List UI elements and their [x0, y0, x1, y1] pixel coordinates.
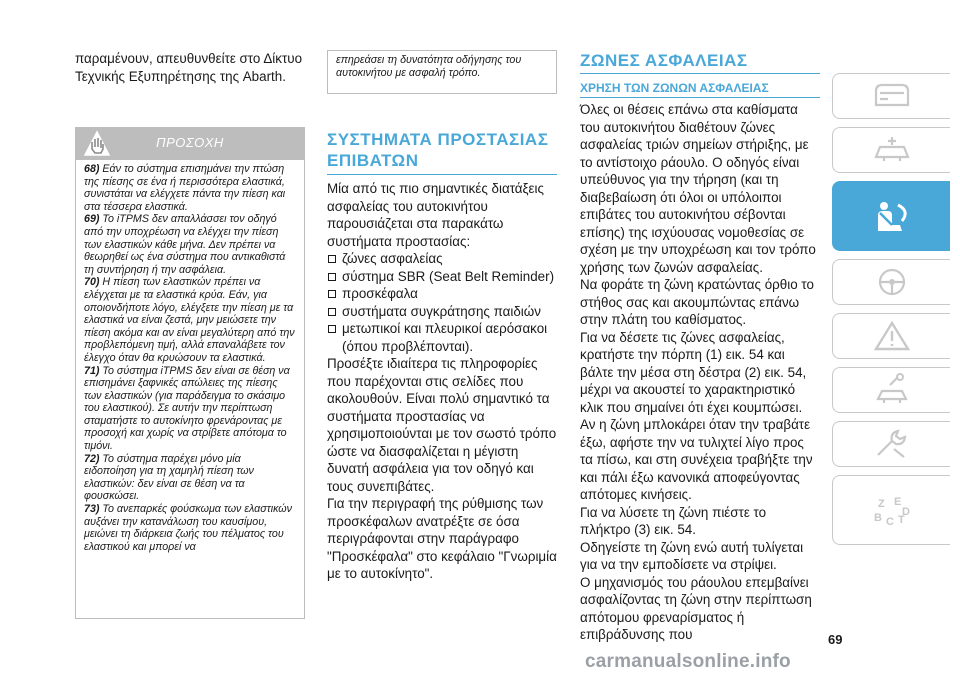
checkbox-square-icon	[328, 273, 336, 281]
page-number: 69	[828, 632, 843, 647]
warning-triangle-icon	[870, 319, 914, 353]
tools-icon	[870, 427, 914, 461]
section-heading-seatbelts: ΖΩΝΕΣ ΑΣΦΑΛΕΙΑΣ	[580, 51, 748, 70]
warning-item-68: 68) Εάν το σύστημα επισημάνει την πτώση της πίεσης σε ένα ή περισσότερα ελαστικά, συνιστάται να ελέγχετε πάντα την πίεση και στα τέσσερα ελαστικά.	[84, 163, 286, 213]
steering-wheel-icon	[870, 265, 914, 299]
car-controls-icon	[870, 133, 914, 167]
checkbox-square-icon	[328, 308, 336, 316]
tab-controls[interactable]	[832, 127, 950, 173]
subheading-seatbelt-use: ΧΡΗΣΗ ΤΩΝ ΖΩΝΩΝ ΑΣΦΑΛΕΙΑΣ	[580, 81, 769, 95]
tab-dashboard[interactable]	[832, 73, 950, 119]
section-heading-protection: ΣΥΣΤΗΜΑΤΑ ΠΡΟΣΤΑΣΙΑΣ ΕΠΙΒΑΤΩΝ	[327, 130, 549, 170]
tab-servicing[interactable]	[832, 367, 950, 413]
warning-header	[75, 127, 305, 160]
warning-continuation: επηρεάσει τη δυνατότητα οδήγησης του αυτοκινήτου με ασφαλή τρόπο.	[327, 50, 557, 94]
seatbelt-paragraph-5: Για να λύσετε τη ζώνη πιέστε το πλήκτρο (3) εικ. 54.	[580, 504, 767, 537]
svg-text:T: T	[897, 514, 905, 526]
protection-body-2: Για την περιγραφή της ρύθμισης των προσκέφαλων ανατρέξτε σε όσα περιγράφονται στην παράγραφο "Προσκέφαλα" στο κεφάλαιο "Γνωριμία με το αυτοκίνητο".	[327, 496, 557, 581]
warning-title: ΠΡΟΣΟΧΗ	[156, 135, 224, 150]
protection-list	[327, 250, 557, 355]
checkbox-square-icon	[328, 255, 336, 263]
checkbox-square-icon	[328, 325, 336, 333]
subheading-rule	[580, 97, 820, 98]
list-item: σύστημα SBR (Seat Belt Reminder)	[327, 268, 557, 286]
chapter-tabs	[832, 73, 950, 553]
warning-body	[75, 160, 305, 619]
svg-text:B: B	[873, 512, 882, 524]
heading-rule	[327, 174, 557, 175]
seatbelt-paragraph-4: Αν η ζώνη μπλοκάρει όταν την τραβάτε έξω, αφήστε την να τυλιχτεί λίγο προς τα πίσω, και στη συνέχεια τραβήξτε την και πάλι έξω κανονικά αποφεύγοντας απότομες κινήσεις.	[580, 417, 813, 502]
watermark: carmanualsonline.info	[585, 651, 791, 672]
tab-starting-driving[interactable]	[832, 259, 950, 305]
seatbelt-paragraph-3: Για να δέσετε τις ζώνες ασφαλείας, κρατήστε την πόρπη (1) εικ. 54 και βάλτε την μέσα στη δέστρα (2) εικ. 54, μέχρι να ακουστεί το χαρακτηριστικό κλικ που σημαίνει ότι έχει κουμπώσει.	[580, 329, 807, 415]
seatbelt-paragraph-1: Όλες οι θέσεις επάνω στα καθίσματα του αυτοκινήτου διαθέτουν ζώνες ασφαλείας τριών σημείων στήριξης, με το αντίστοιχο ράουλο. Ο οδηγός είναι υπεύθυνος για την τήρηση (και τη διαβεβαίωση ότι όλοι οι υπόλοιποι επιβάτες του αυτοκινήτου σέβονται επίσης) της ισχύουσας νομοθεσίας σε σχέση με την υποχρέωση και τον τρόπο χρήσης των ζωνών ασφαλείας.	[580, 102, 816, 275]
warning-item-71: 71) Το σύστημα iTPMS δεν είναι σε θέση να επισημάνει ξαφνικές απώλειες της πίεσης των ελαστικών (για παράδειγμα το σκάσιμο του ελαστικού). Σε αυτήν την περίπτωση σταματήστε το αυτοκίνητο φρενάροντας με προσοχή και χωρίς να στρίβετε απότομα το τιμόνι.	[84, 364, 290, 453]
column-1	[75, 0, 305, 619]
wrench-car-icon	[870, 373, 914, 407]
seatbelt-paragraph-2: Να φοράτε τη ζώνη κρατώντας όρθιο το στήθος σας και ακουμπώντας επάνω στην πλάτη του καθίσματος.	[580, 277, 814, 327]
tab-safety[interactable]	[832, 181, 950, 251]
warning-item-69: 69) Το iTPMS δεν απαλλάσσει τον οδηγό από την υποχρέωση να ελέγχει την πίεση των ελαστικών κάθε μήνα. Δεν πρέπει να θεωρηθεί ως ένα σύστημα που αντικαθιστά τη συντήρηση ή την ασφάλεια.	[84, 213, 286, 276]
warning-item-70: 70) Η πίεση των ελαστικών πρέπει να ελέγχεται με τα ελαστικά κρύα. Εάν, για οποιονδήποτε λόγο, ελέγξετε την πίεση με τα ελαστικά να είναι ζεστά, μην μειώσετε την πίεση ακόμα και αν είναι μεγαλύτερη από την προβλεπόμενη τιμή, αλλά επαναλάβετε τον έλεγχο όταν θα κρυώσουν τα ελαστικά.	[84, 276, 295, 364]
warning-item-72: 72) Το σύστημα παρέχει μόνο μία ειδοποίηση για τη χαμηλή πίεση των ελαστικών: δεν είναι σε θέση να τα φουσκώσει.	[84, 452, 254, 503]
svg-text:E: E	[893, 496, 901, 508]
heading-rule	[580, 73, 820, 74]
column-2	[327, 0, 557, 583]
checkbox-square-icon	[328, 290, 336, 298]
list-item: ζώνες ασφαλείας	[327, 250, 557, 268]
tab-emergency[interactable]	[832, 313, 950, 359]
column-3	[580, 0, 820, 644]
tab-technical-data[interactable]	[832, 421, 950, 467]
tab-index[interactable]	[832, 475, 950, 545]
protection-intro: Μία από τις πιο σημαντικές διατάξεις ασφαλείας του αυτοκινήτου παρουσιάζεται στα παρακάτω συστήματα προστασίας:	[327, 181, 544, 249]
svg-text:D: D	[901, 506, 910, 518]
intro-paragraph: παραμένουν, απευθυνθείτε στο Δίκτυο Τεχνικής Εξυπηρέτησης της Abarth.	[75, 51, 303, 84]
list-item: μετωπικοί και πλευρικοί αερόσακοι (όπου προβλέπονται).	[327, 320, 557, 355]
list-item: συστήματα συγκράτησης παιδιών	[327, 303, 557, 321]
svg-text:C: C	[885, 516, 894, 527]
protection-body: Προσέξτε ιδιαίτερα τις πληροφορίες που παρέχονται στις σελίδες που ακολουθούν. Είναι πολύ σημαντικό τα συστήματα προστασίας να χρησιμοποιούνται με τον σωστό τρόπο ώστε να διασφαλίζεται η μέγιστη δυνατή ασφάλεια για τον οδηγό και τους συνεπιβάτες.	[327, 356, 557, 494]
seatbelt-person-icon	[870, 199, 914, 233]
list-item: προσκέφαλα	[327, 285, 557, 303]
svg-text:Z: Z	[877, 498, 885, 510]
warning-item-73: 73) Το ανεπαρκές φούσκωμα των ελαστικών αυξάνει την κατανάλωση του καυσίμου, μειώνει τη διάρκεια ζωής του πέλματος του ελαστικού και μπορεί να	[84, 503, 292, 553]
seatbelt-paragraph-6: Οδηγείστε τη ζώνη ενώ αυτή τυλίγεται για να την εμποδίσετε να στρίψει.	[580, 539, 804, 572]
alphabet-index-icon	[870, 493, 914, 527]
car-dashboard-icon	[870, 79, 914, 113]
seatbelt-paragraph-7: Ο μηχανισμός του ράουλου επεμβαίνει ασφαλίζοντας τη ζώνη στην περίπτωση απότομου φρεναρίσματος ή επιβράδυνσης που	[580, 574, 812, 642]
